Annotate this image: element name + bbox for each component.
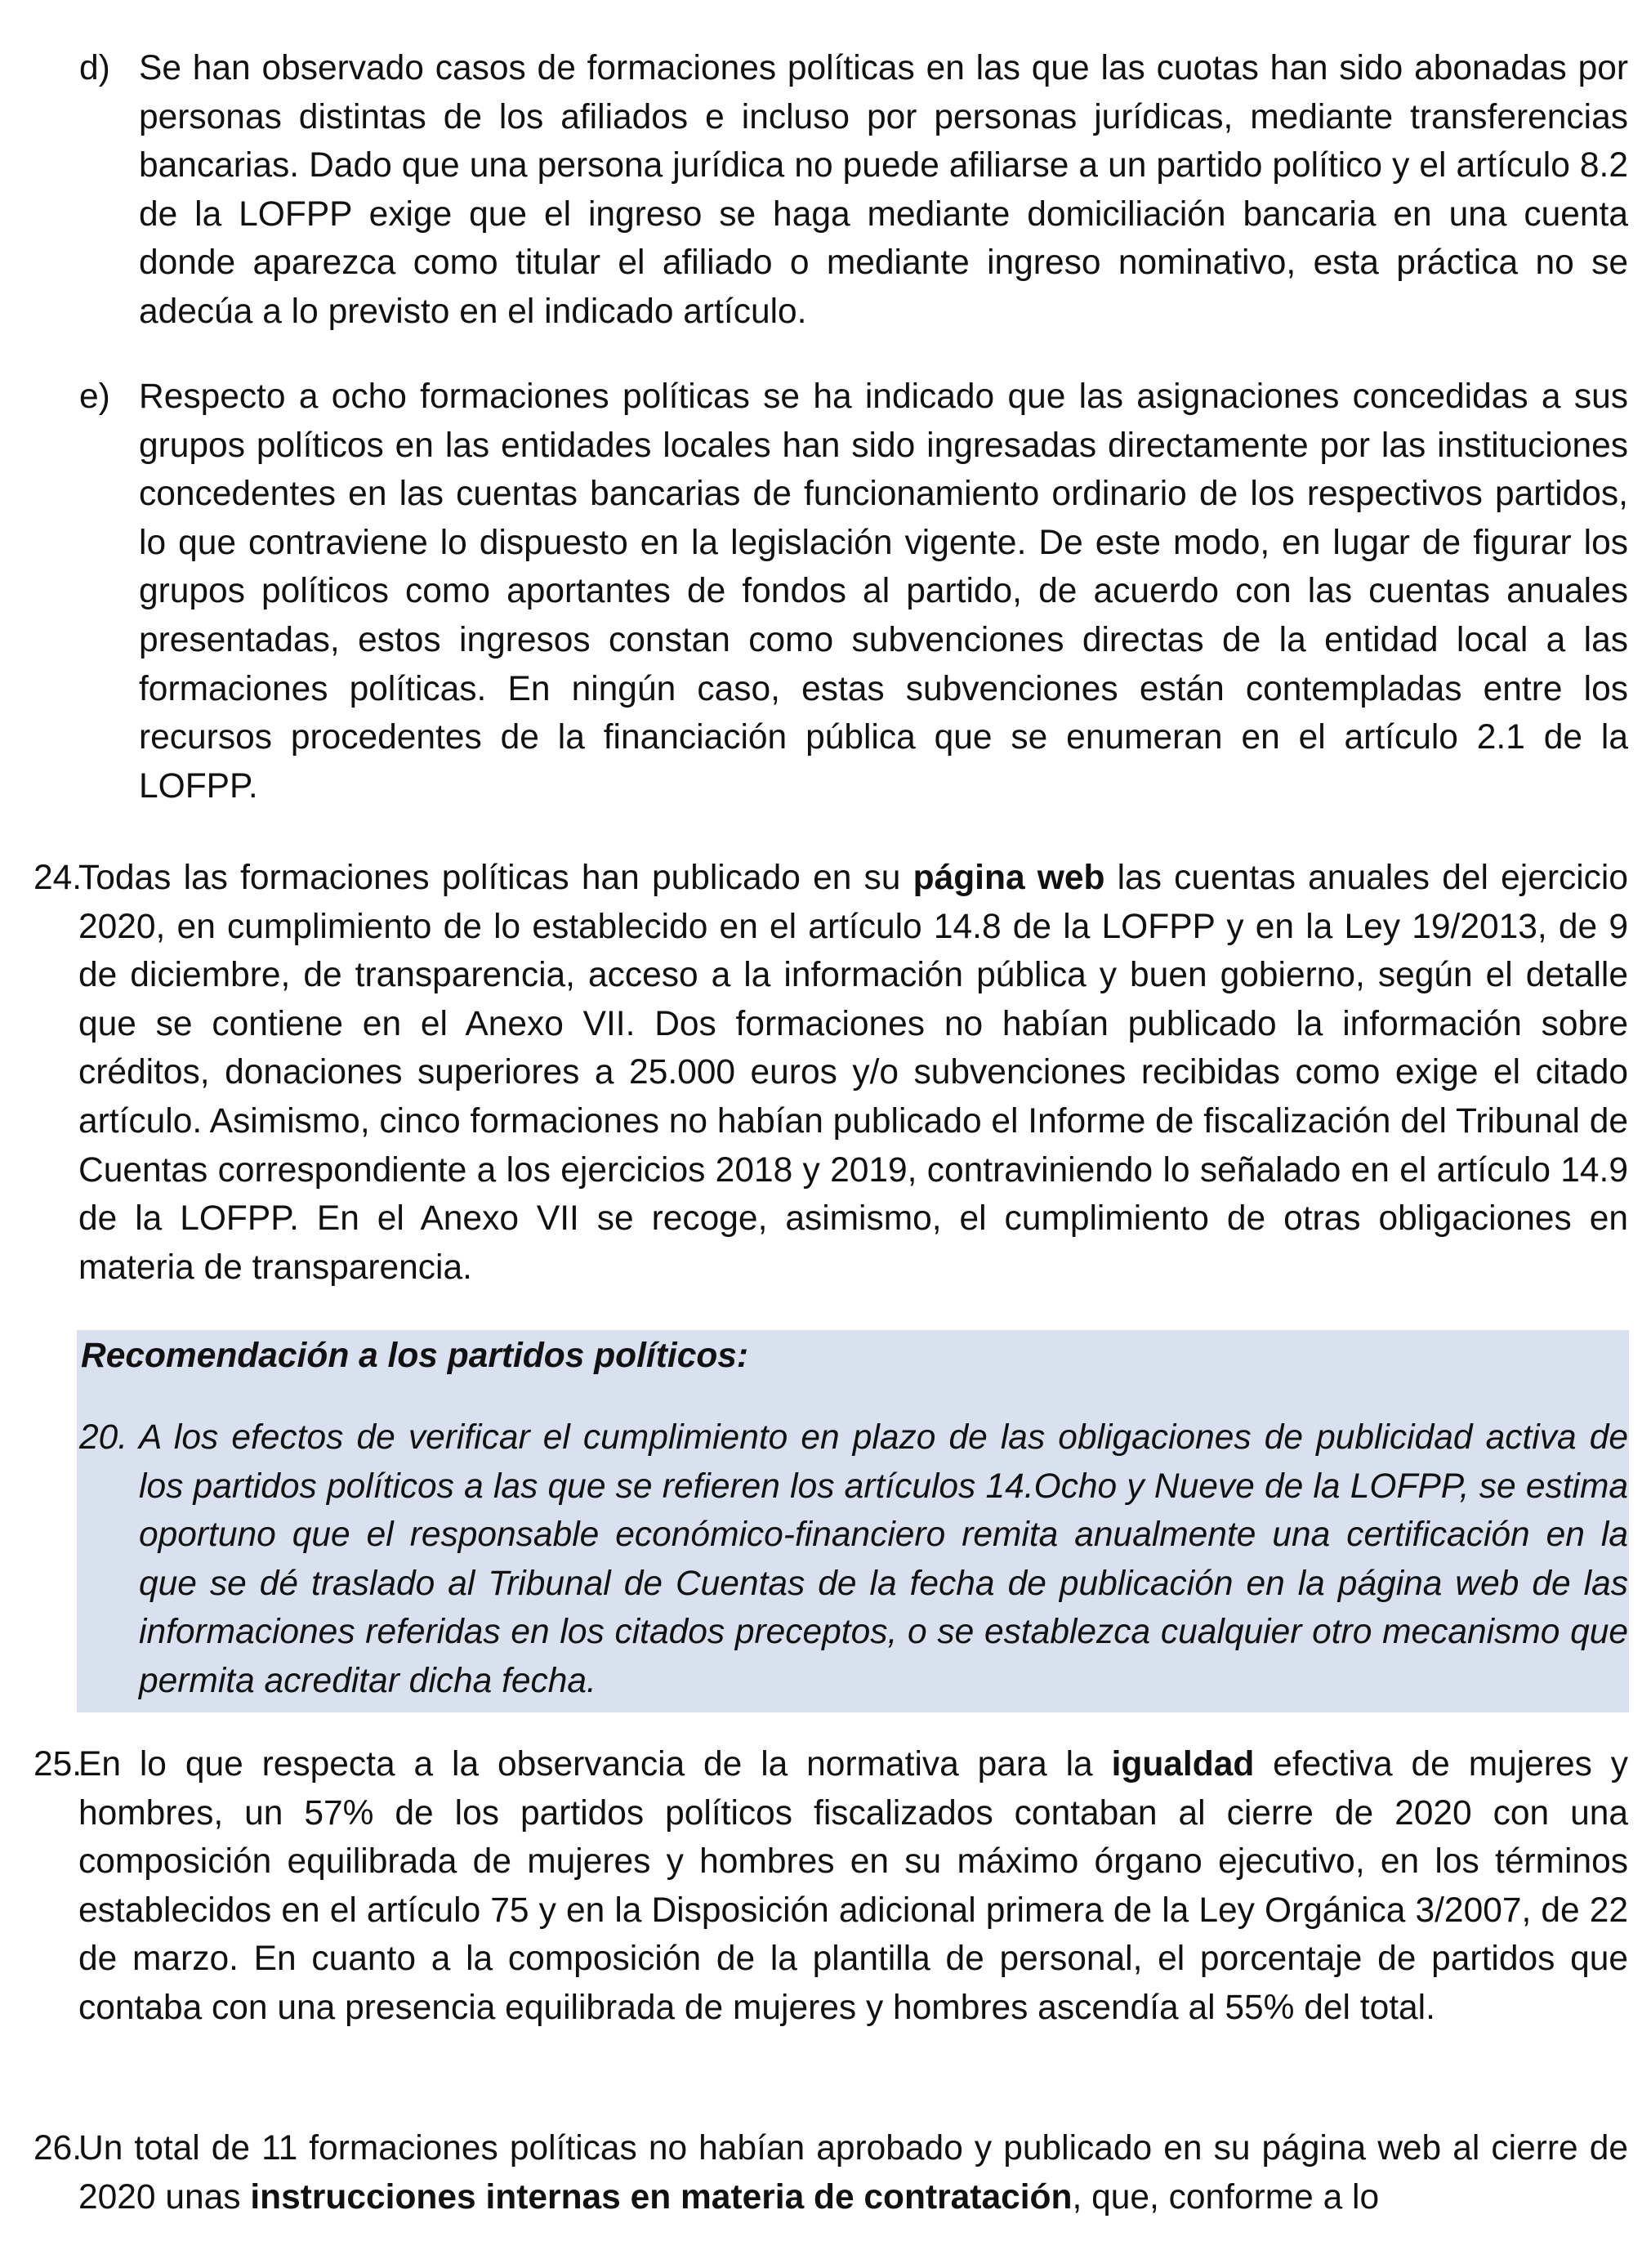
paragraph-text: En lo que respecta a la observancia de la normativa para la igualdad efectiva de mujeres y hombres, un 57% de los partidos políticos fiscalizados contaban al cierre de 2020 con una composición equilibrada de mujeres y hombres en su máximo órgano ejecutivo, en los términos establecidos en el artículo 75 y en la Disposición adicional primera de la Ley Orgánica 3/2007, de 22 de marzo. En cuanto a la composición de la plantilla de personal, el porcentaje de partidos que contaba con una presencia equilibrada de mujeres y hombres ascendía al 55% del total. [78, 1745, 1628, 2027]
paragraph-text: Todas las formaciones políticas han publicado en su página web las cuentas anuales del ejercicio 2020, en cumplimiento de lo establecido en el artículo 14.8 de la LOFPP y en la Ley 19/2013, de 9 de diciembre, de transparencia, acceso a la información pública y buen gobierno, según el detalle que se contiene en el Anexo VII. Dos formaciones no habían publicado la información sobre créditos, donaciones superiores a 25.000 euros y/o subvenciones recibidas como exige el citado artículo. Asimismo, cinco formaciones no habían publicado el Informe de fiscalización del Tribunal de Cuentas correspondiente a los ejercicios 2018 y 2019, contraviniendo lo señalado en el artículo 14.9 de la LOFPP. En el Anexo VII se recoge, asimismo, el cumplimiento de otras obligaciones en materia de transparencia. [78, 859, 1629, 1287]
paragraph-number: 25. [33, 1745, 83, 1784]
paragraph-text: Un total de 11 formaciones políticas no habían aprobado y publicado en su página web al cierre de 2020 unas instrucciones internas en materia de contratación, que, conforme a lo [78, 2129, 1628, 2217]
list-item-label: d) [79, 49, 110, 87]
list-item-label: e) [79, 377, 110, 416]
recommendation-number: 20. [79, 1418, 128, 1457]
recommendation-text: A los efectos de verificar el cumplimiento en plazo de las obligaciones de publicidad activa de los partidos políticos a las que se refieren los artículos 14.Ocho y Nueve de la LOFPP, se estima oportuno que el responsable económico-financiero remita anualmente una certificación en la que se dé traslado al Tribunal de Cuentas de la fecha de publicación en la página web de las informaciones referidas en los citados preceptos, o se establezca cualquier otro mecanismo que permita acreditar dicha fecha. [139, 1418, 1628, 1700]
list-item-e [79, 373, 1628, 810]
paragraph-24 [33, 854, 1629, 1292]
list-item-d [79, 44, 1628, 337]
paragraph-number: 24. [33, 859, 83, 897]
emphasis: instrucciones internas en materia de contratación [250, 2177, 1073, 2217]
paragraph-26 [33, 2124, 1628, 2221]
paragraph-number: 26. [33, 2129, 83, 2168]
emphasis: igualdad [1111, 1745, 1255, 1784]
list-item-text: Se han observado casos de formaciones políticas en las que las cuotas han sido abonadas por personas distintas de los afiliados e incluso por personas jurídicas, mediante transferencias bancarias. Dado que una persona jurídica no puede afiliarse a un partido político y el artículo 8.2 de la LOFPP exige que el ingreso se haga mediante domiciliación bancaria en una cuenta donde aparezca como titular el afiliado o mediante ingreso nominativo, esta práctica no se adecúa a lo previsto en el indicado artículo. [139, 49, 1628, 331]
recommendation-item [79, 1413, 1628, 1706]
list-item-text: Respecto a ocho formaciones políticas se ha indicado que las asignaciones concedidas a sus grupos políticos en las entidades locales han sido ingresadas directamente por las instituciones concedentes en las cuentas bancarias de funcionamiento ordinario de los respectivos partidos, lo que contraviene lo dispuesto en la legislación vigente. De este modo, en lugar de figurar los grupos políticos como aportantes de fondos al partido, de acuerdo con las cuentas anuales presentadas, estos ingresos constan como subvenciones directas de la entidad local a las formaciones políticas. En ningún caso, estas subvenciones están contempladas entre los recursos procedentes de la financiación pública que se enumeran en el artículo 2.1 de la LOFPP. [139, 377, 1628, 806]
emphasis: página web [913, 859, 1105, 897]
paragraph-25 [33, 1740, 1628, 2033]
recommendation-title: Recomendación a los partidos políticos: [81, 1337, 749, 1375]
